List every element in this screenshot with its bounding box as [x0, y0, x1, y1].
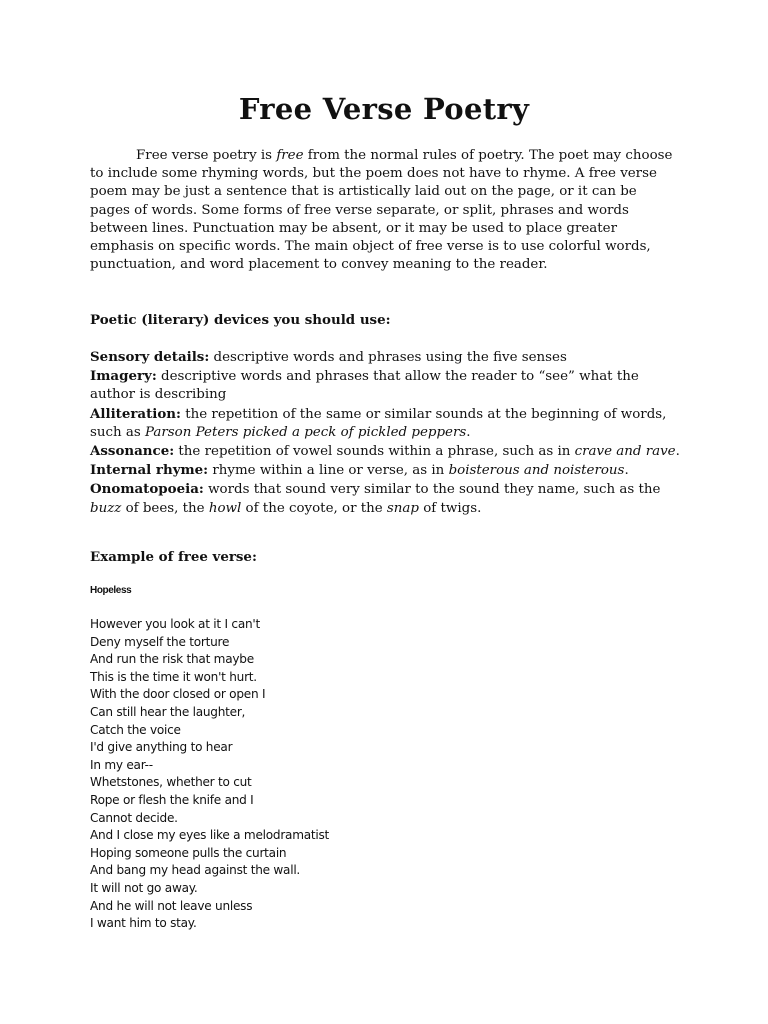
poem-line: Deny myself the torture — [90, 634, 230, 649]
device-description-text: the repetition of the same or similar sounds at the beginning of words, such as — [90, 406, 667, 440]
device-description-italic-text: snap — [386, 500, 419, 516]
device-description-text: of bees, the — [121, 500, 209, 516]
device-item — [90, 405, 680, 442]
page-title: Free Verse Poetry — [238, 92, 530, 126]
device-description-italic-text: boisterous and noisterous — [448, 463, 625, 479]
poem-line: I want him to stay. — [90, 916, 197, 931]
poem-line: And he will not leave unless — [90, 898, 253, 913]
device-description-text: of the coyote, or the — [241, 500, 387, 516]
example-heading: Example of free verse: — [90, 549, 257, 565]
devices-heading: Poetic (literary) devices you should use: — [90, 312, 391, 328]
device-description-text: . — [466, 424, 471, 440]
intro-text: from the normal rules of poetry. The poet may choose to include some rhyming words, but the poem does not have to rhyme. A free verse poem may be just a sentence that is artistically laid out on the page, or it can be pages of words. Some forms of free verse separate, or split, phrases and words between lines. Punctuation may be absent, or it may be used to place greater emphasis on specific words. The main object of free verse is to use colorful words, punctuation, and word placement to convey meaning to the reader. — [90, 148, 673, 273]
poem-line: And run the risk that maybe — [90, 652, 254, 667]
poem-line: In my ear-- — [90, 757, 153, 772]
device-description-text: the repetition of vowel sounds within a phrase, such as in — [174, 444, 575, 460]
device-description-italic-text: crave and rave — [574, 444, 676, 460]
device-term: Imagery: — [90, 368, 157, 385]
poem-line: Catch the voice — [90, 722, 181, 737]
device-description-text: . — [675, 444, 680, 460]
poem-line: This is the time it won't hurt. — [90, 669, 257, 684]
device-term: Alliteration: — [90, 405, 181, 422]
intro-paragraph — [90, 147, 680, 274]
devices-list — [90, 348, 680, 518]
poem-line: Hoping someone pulls the curtain — [90, 845, 287, 860]
device-item — [90, 480, 680, 517]
device-item — [90, 348, 680, 367]
poem-line: However you look at it I can't — [90, 617, 260, 631]
poem-line: It will not go away. — [90, 880, 198, 895]
device-term: Assonance: — [90, 443, 175, 460]
device-description-text: . — [624, 463, 629, 479]
device-description-text: of twigs. — [418, 500, 482, 516]
device-description-italic-text: buzz — [90, 500, 122, 516]
poem-line: I'd give anything to hear — [90, 740, 233, 755]
device-description-italic-text: howl — [208, 500, 242, 516]
device-item — [90, 461, 680, 480]
intro-text: Free verse poetry is — [136, 148, 277, 163]
device-description-italic-text: Parson Peters picked a peck of pickled peppers — [145, 424, 467, 440]
poem-line: And I close my eyes like a melodramatist — [90, 828, 330, 843]
poem-line: Can still hear the laughter, — [90, 704, 246, 719]
device-term: Onomatopoeia: — [90, 481, 204, 498]
poem-lines — [90, 616, 329, 933]
poem-line: Whetstones, whether to cut — [90, 775, 252, 790]
intro-italic-text: free — [276, 148, 304, 163]
poem-title: Hopeless — [90, 585, 132, 596]
poem-line: Cannot decide. — [90, 810, 178, 825]
poem-line: And bang my head against the wall. — [90, 863, 301, 878]
device-term: Internal rhyme: — [90, 462, 209, 479]
device-description-text: descriptive words and phrases that allow the reader to “see” what the author is describing — [90, 369, 639, 403]
device-item — [90, 367, 680, 404]
device-description-text: rhyme within a line or verse, as in — [208, 463, 449, 479]
device-item — [90, 442, 680, 461]
poem-line: Rope or flesh the knife and I — [90, 792, 254, 807]
device-term: Sensory details: — [90, 349, 210, 365]
device-description-text: descriptive words and phrases using the five senses — [209, 350, 567, 365]
poem-line: With the door closed or open I — [90, 687, 266, 702]
device-description-text: words that sound very similar to the sound they name, such as the — [203, 482, 661, 498]
